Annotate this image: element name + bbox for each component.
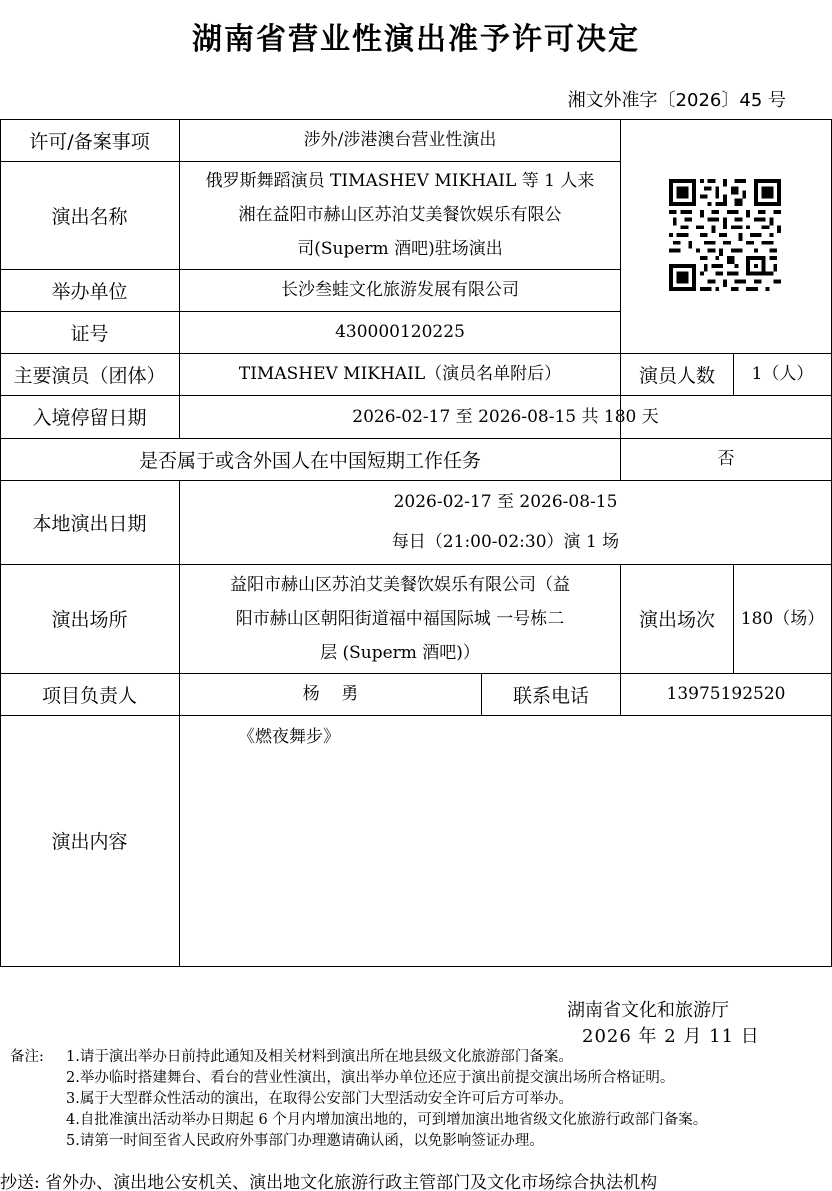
issue-date: 2026 年 2 月 11 日 <box>582 1026 760 1047</box>
document-title: 湖南省营业性演出准予许可决定 <box>192 22 640 57</box>
qr-code-icon <box>669 179 781 291</box>
foreign-work-value: 否 <box>717 449 735 469</box>
notes-label: 备注: <box>10 1049 44 1065</box>
performer-count-label: 演员人数 <box>638 364 715 387</box>
main-performer-value: TIMASHEV MIKHAIL（演员名单附后） <box>238 364 562 384</box>
cc-line <box>0 1168 657 1191</box>
show-name-line: 司(Superm 酒吧)驻场演出 <box>297 239 503 259</box>
manager-label: 项目负责人 <box>41 684 137 707</box>
note-item: 2.举办临时搭建舞台、看台的营业性演出，演出举办单位还应于演出前提交演出场所合格证明。 <box>66 1070 675 1086</box>
note-item: 3.属于大型群众性活动的演出，在取得公安部门大型活动安全许可后方可举办。 <box>66 1091 573 1107</box>
show-count-value: 180（场） <box>740 608 825 629</box>
performer-count-value: 1（人） <box>751 364 814 384</box>
manager-value: 杨 勇 <box>302 684 359 704</box>
permit-item-label: 许可/备案事项 <box>29 130 150 153</box>
venue-line: 益阳市赫山区苏泊艾美餐饮娱乐有限公司（益 <box>230 574 570 595</box>
issuer-name: 湖南省文化和旅游厅 <box>567 1000 729 1021</box>
content-value: 《燃夜舞步》 <box>238 727 340 747</box>
stay-period-label: 入境停留日期 <box>32 407 147 429</box>
local-dates-value <box>180 480 831 564</box>
local-dates-label: 本地演出日期 <box>32 512 147 535</box>
license-number-value: 430000120225 <box>335 322 465 342</box>
note-item: 5.请第一时间至省人民政府外事部门办理邀请确认函，以免影响签证办理。 <box>66 1133 544 1149</box>
show-name-label: 演出名称 <box>51 205 128 228</box>
permit-item-value: 涉外/涉港澳台营业性演出 <box>303 130 497 150</box>
foreign-work-label: 是否属于或含外国人在中国短期工作任务 <box>138 449 481 472</box>
organizer-value: 长沙叁蛙文化旅游发展有限公司 <box>281 280 519 300</box>
phone-value: 13975192520 <box>666 684 786 704</box>
cc-value: 省外办、演出地公安机关、演出地文化旅游行政主管部门及文化市场综合执法机构 <box>45 1173 658 1191</box>
local-dates-schedule: 每日（21:00-02:30）演 1 场 <box>391 532 620 552</box>
note-item: 1.请于演出举办日前持此通知及相关材料到演出所在地县级文化旅游部门备案。 <box>66 1049 573 1065</box>
venue-value <box>180 564 620 673</box>
show-name-line: 俄罗斯舞蹈演员 TIMASHEV MIKHAIL 等 1 人来 <box>205 171 595 191</box>
notes-section <box>10 1047 707 1152</box>
cc-label: 抄送: <box>0 1173 40 1191</box>
license-number-label: 证号 <box>70 322 109 345</box>
venue-line: 阳市赫山区朝阳街道福中福国际城 一号栋二 <box>235 608 565 629</box>
main-performer-label: 主要演员（团体） <box>13 364 166 387</box>
show-name-value <box>180 161 620 269</box>
venue-line: 层 (Superm 酒吧)） <box>320 642 480 663</box>
local-dates-range: 2026-02-17 至 2026-08-15 <box>393 492 618 512</box>
phone-label: 联系电话 <box>512 684 589 707</box>
content-label: 演出内容 <box>51 831 128 853</box>
note-item: 4.自批准演出活动举办日期起 6 个月内增加演出地的，可到增加演出地省级文化旅游行政部门备案。 <box>66 1112 708 1128</box>
document-number: 湘文外准字〔2026〕45 号 <box>567 90 786 111</box>
show-name-line: 湘在益阳市赫山区苏泊艾美餐饮娱乐有限公 <box>238 205 562 225</box>
organizer-label: 举办单位 <box>51 280 128 303</box>
venue-label: 演出场所 <box>51 609 128 631</box>
stay-period-value: 2026-02-17 至 2026-08-15 共 180 天 <box>352 406 659 427</box>
show-count-label: 演出场次 <box>638 609 715 631</box>
